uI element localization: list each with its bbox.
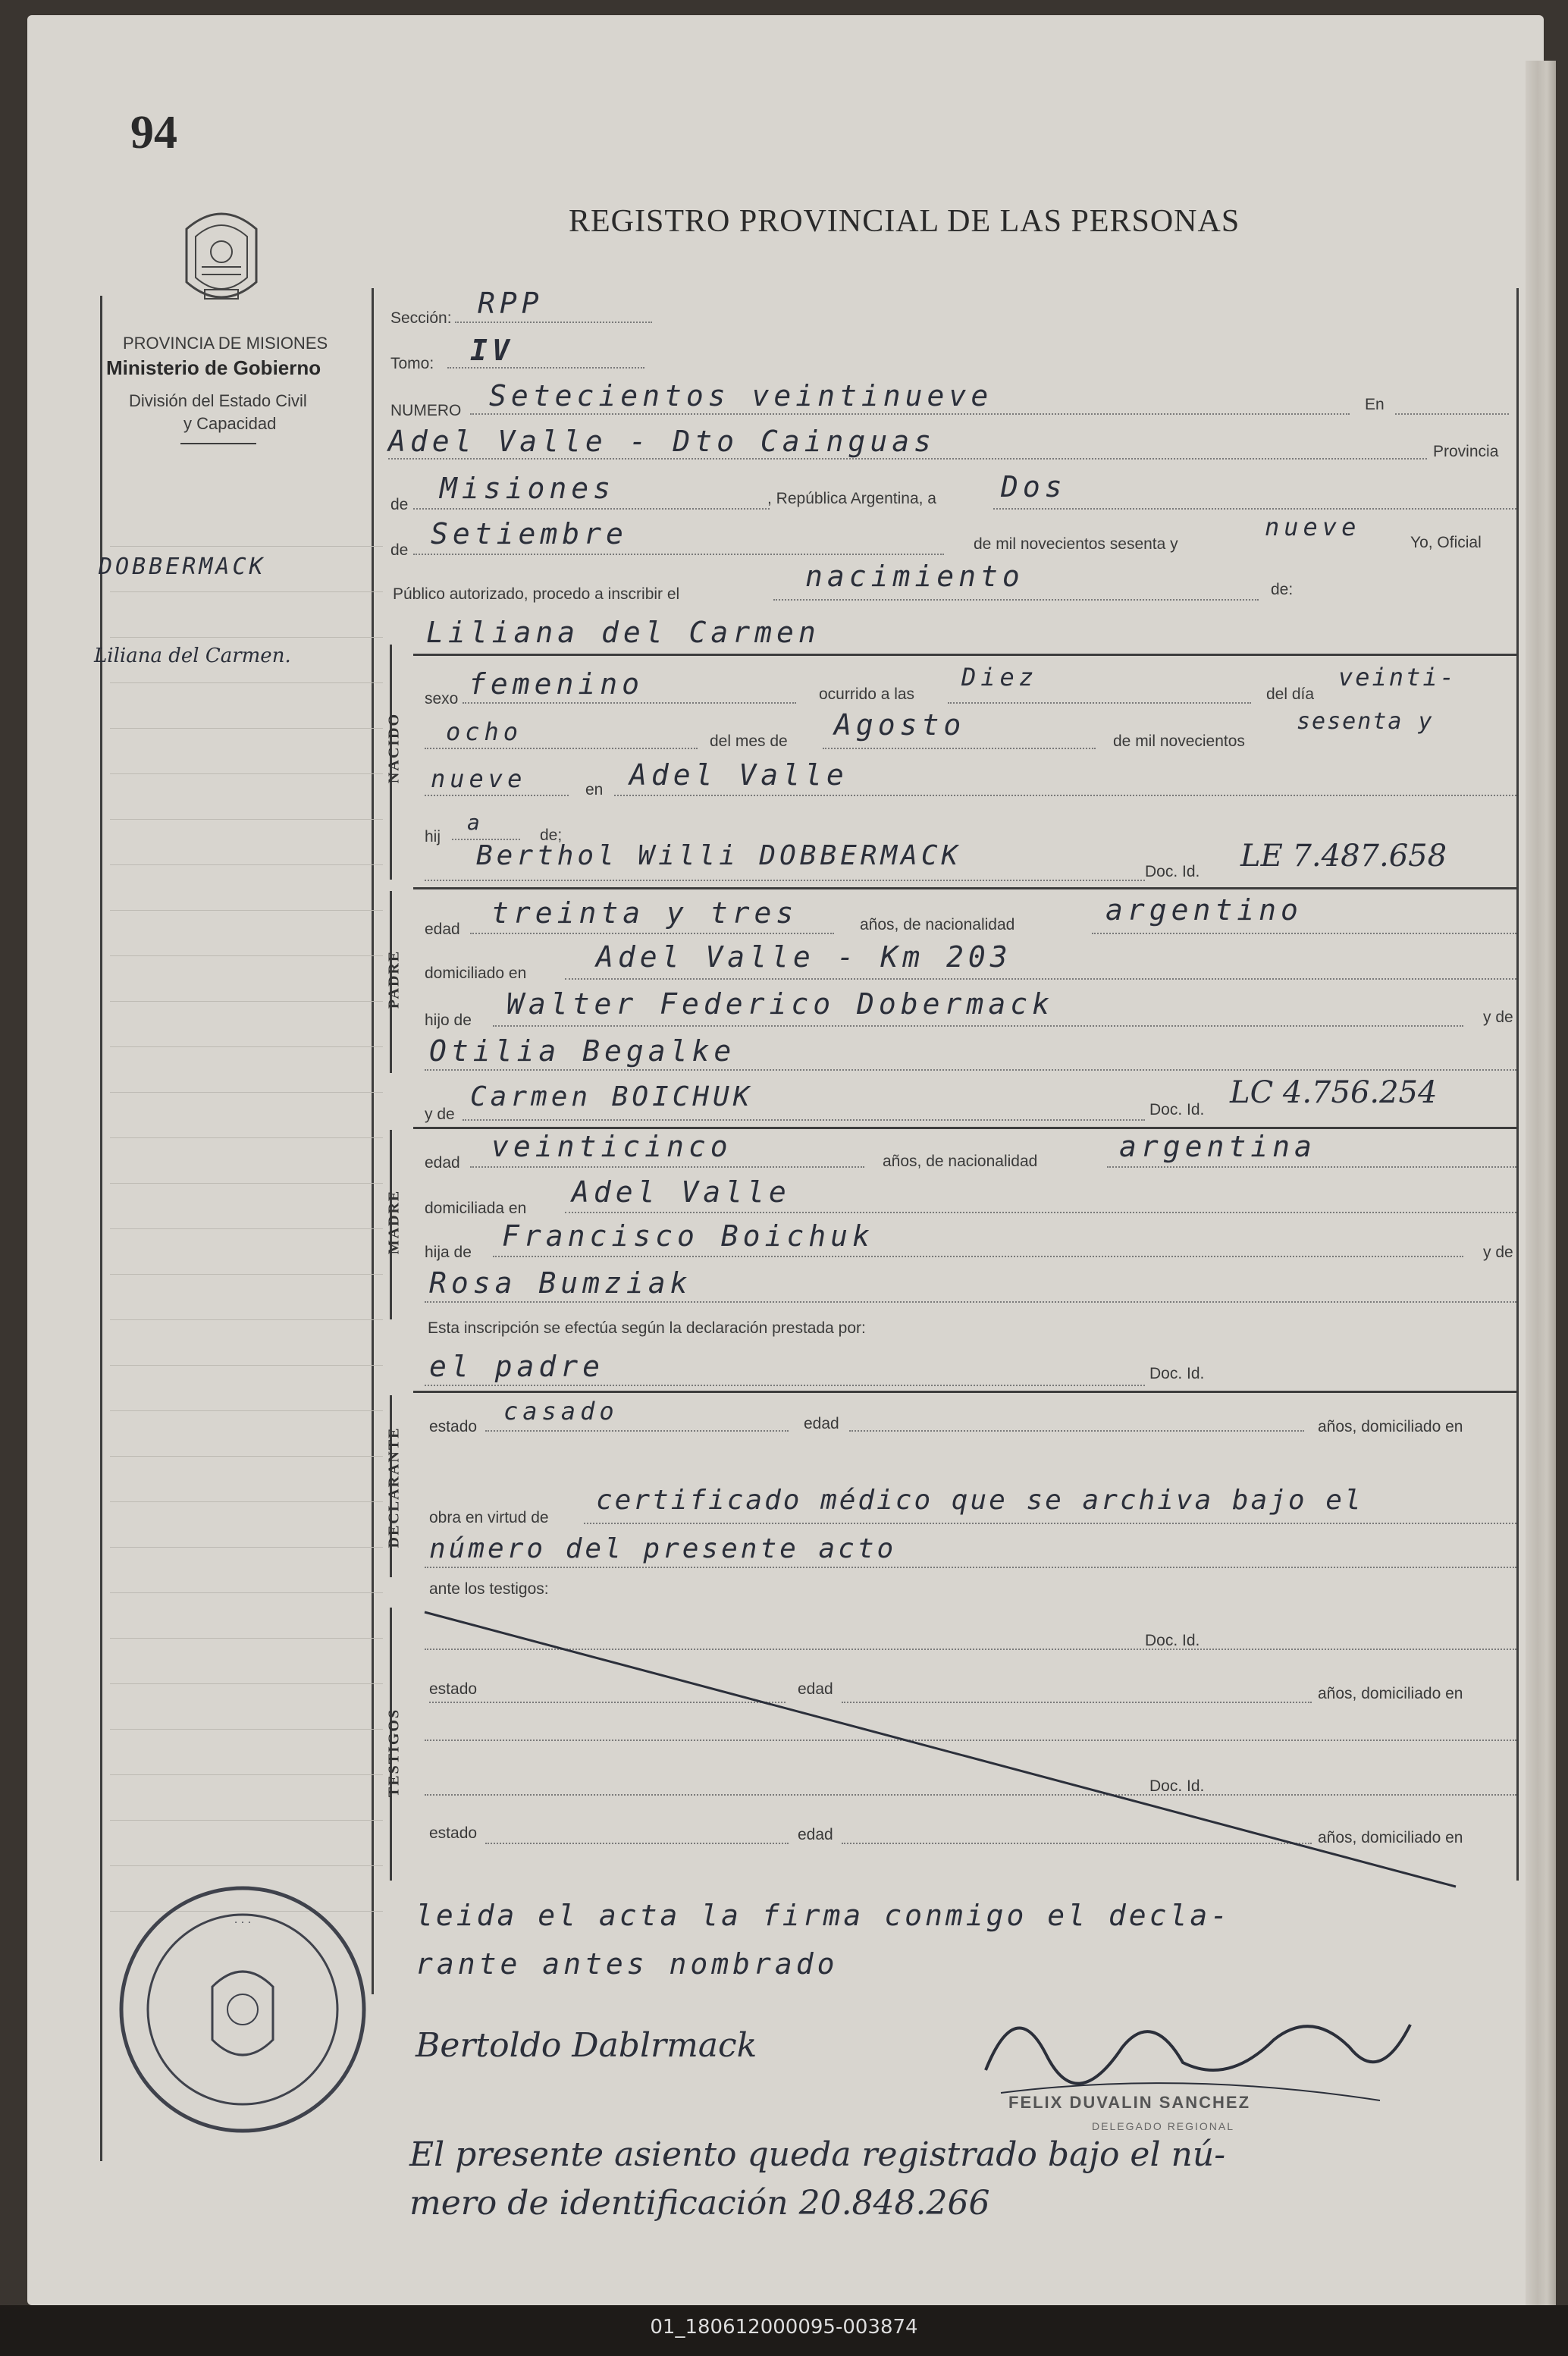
testigos-label: TESTIGOS <box>385 1708 403 1798</box>
testigo2-doc-label: Doc. Id. <box>1149 1777 1205 1795</box>
testigo1-doc-label: Doc. Id. <box>1145 1632 1200 1649</box>
en-label: En <box>1365 396 1385 413</box>
numero-label: NUMERO <box>390 402 462 419</box>
hij-label: hij <box>425 828 441 845</box>
obra-value-1: certificado médico que se archiva bajo el <box>596 1485 1363 1516</box>
madre-edad-label: edad <box>425 1154 460 1172</box>
en-dots <box>1395 413 1509 415</box>
left-column-divider <box>372 288 374 1994</box>
anio-nac-value-1: sesenta y <box>1297 708 1434 735</box>
seccion-label: Sección: <box>390 309 452 327</box>
testigo2-anios-label: años, domiciliado en <box>1318 1829 1463 1846</box>
de-label-1: de <box>390 496 409 513</box>
provincia-dots <box>413 508 770 510</box>
sexo-dots <box>463 702 796 704</box>
del-dia-label: del día <box>1266 685 1315 703</box>
madre-hija-dots <box>493 1256 1463 1257</box>
padre-doc-label: Doc. Id. <box>1145 863 1200 880</box>
padre-nac-dots <box>1092 933 1516 934</box>
madre-edad-value: veinticinco <box>491 1130 732 1163</box>
madre-hija-value: Francisco Boichuk <box>502 1219 874 1253</box>
footer-bar <box>0 2305 1568 2356</box>
decl-estado-value: casado <box>503 1397 619 1426</box>
seccion-dots <box>455 322 652 323</box>
obra-dots-1 <box>584 1523 1516 1524</box>
sexo-label: sexo <box>425 690 459 707</box>
obra-value-2: número del presente acto <box>429 1533 897 1564</box>
madre-madre-value: Rosa Bumziak <box>429 1266 692 1300</box>
provincia-value: Misiones <box>440 472 616 505</box>
padre-nombre-dots <box>425 880 1145 881</box>
official-name-stamp: FELIX DUVALIN SANCHEZ <box>1008 2093 1251 2112</box>
seccion-value: RPP <box>478 287 544 320</box>
dia-dots <box>993 508 1516 510</box>
decl-edad-dots <box>849 1430 1304 1432</box>
page-number: 94 <box>130 107 177 158</box>
final-note-2: mero de identificación 20.848.266 <box>409 2184 990 2223</box>
republica-label: , República Argentina, a <box>767 490 936 507</box>
madre-nac-value: argentina <box>1119 1130 1316 1163</box>
inscripcion-label: Esta inscripción se efectúa según la declaración prestada por: <box>428 1319 866 1337</box>
de-colon-label: de: <box>1271 581 1294 598</box>
yo-oficial-label: Yo, Oficial <box>1410 534 1482 551</box>
provincia-label: Provincia <box>1433 443 1499 460</box>
mes-dots <box>413 554 944 555</box>
lugar-value: Adel Valle - Dto Cainguas <box>388 425 936 458</box>
leida-line-2: rante antes nombrado <box>416 1947 839 1981</box>
ocurrido-label: ocurrido a las <box>819 685 915 703</box>
padre-hijo-label: hijo de <box>425 1012 472 1029</box>
official-role-stamp: DELEGADO REGIONAL <box>1092 2120 1235 2132</box>
anio-value: nueve <box>1265 513 1361 541</box>
padre-dom-label: domiciliado en <box>425 965 527 982</box>
right-border <box>1516 288 1519 1881</box>
lugar-nac-value: Adel Valle <box>629 758 848 792</box>
madre-hija-label: hija de <box>425 1244 472 1261</box>
svg-text:· · ·: · · · <box>234 1917 252 1929</box>
declarante-label: DECLARANTE <box>385 1426 403 1548</box>
padre-doc-value: LE 7.487.658 <box>1240 839 1447 874</box>
madre-edad-dots <box>470 1166 864 1168</box>
nombre-line <box>413 654 1516 656</box>
testigo2-edad-label: edad <box>798 1826 833 1843</box>
de-label-3: de; <box>540 827 563 844</box>
padre-edad-label: edad <box>425 921 460 938</box>
margin-surname: DOBBERMACK <box>99 554 266 580</box>
final-note-1: El presente asiento queda registrado bajo el nú- <box>409 2135 1226 2174</box>
declarant-signature: Bertoldo Dablrmack <box>416 2026 757 2065</box>
padre-dom-dots <box>565 978 1516 980</box>
lugar-nac-dots <box>614 795 1516 796</box>
margin-given-names: Liliana del Carmen. <box>94 645 291 667</box>
padre-nombre-value: Berthol Willi DOBBERMACK <box>476 840 962 871</box>
madre-dom-dots <box>565 1212 1516 1213</box>
madre-y-de-label-2: y de <box>1483 1244 1513 1261</box>
hij-suffix: a <box>467 810 485 835</box>
decl-anios-label: años, domiciliado en <box>1318 1418 1463 1435</box>
madre-top-line <box>413 1127 1516 1129</box>
numero-dots <box>470 413 1350 415</box>
testigos-intro-label: ante los testigos: <box>429 1580 549 1598</box>
numero-value: Setecientos veintinueve <box>489 379 993 413</box>
obra-label: obra en virtud de <box>429 1509 549 1526</box>
padre-y-de-label: y de <box>1483 1009 1513 1026</box>
obra-dots-2 <box>425 1567 1516 1568</box>
tomo-label: Tomo: <box>390 355 434 372</box>
tomo-value: IV <box>470 334 514 367</box>
dia-nac-value-1: veinti- <box>1338 663 1457 692</box>
mes-value: Setiembre <box>431 517 628 551</box>
dia-nac-dots <box>425 748 698 749</box>
page-edge <box>1526 61 1556 2305</box>
ministry-heading: Ministerio de Gobierno <box>106 356 321 379</box>
anio-nac-dots <box>425 795 569 796</box>
madre-dom-value: Adel Valle <box>572 1175 791 1209</box>
declarante-doc-label: Doc. Id. <box>1149 1365 1205 1382</box>
footer-id: 01_180612000095-003874 <box>650 2316 918 2339</box>
testigo1-estado-label: estado <box>429 1680 478 1698</box>
testigos-strike-line <box>417 1608 1516 1896</box>
de-label-2: de <box>390 541 409 559</box>
madre-nombre-dots <box>463 1119 1145 1121</box>
province-heading: PROVINCIA DE MISIONES <box>123 334 328 353</box>
tomo-dots <box>447 367 644 369</box>
lugar-dots <box>388 458 1427 460</box>
madre-doc-value: LC 4.756.254 <box>1230 1075 1438 1110</box>
dia-nac-value-2: ocho <box>446 717 523 746</box>
del-mes-label: del mes de <box>710 733 788 750</box>
padre-nac-label: años, de nacionalidad <box>860 916 1015 933</box>
acto-value: nacimiento <box>805 560 1024 593</box>
padre-edad-value: treinta y tres <box>491 896 798 930</box>
padre-madre-value: Otilia Begalke <box>429 1034 736 1068</box>
padre-dom-value: Adel Valle - Km 203 <box>596 940 1012 974</box>
declarante-dots <box>425 1385 1145 1386</box>
de-mil-label-2: de mil novecientos <box>1113 733 1245 750</box>
provincial-coat-of-arms-icon <box>179 199 264 312</box>
testigo2-estado-label: estado <box>429 1824 478 1842</box>
nacido-label: NACIDO <box>385 712 403 784</box>
padre-edad-dots <box>470 933 834 934</box>
page-title: REGISTRO PROVINCIAL DE LAS PERSONAS <box>569 204 1240 239</box>
dia-value: Dos <box>1001 470 1067 504</box>
madre-madre-dots <box>425 1301 1516 1303</box>
madre-nac-label: años, de nacionalidad <box>883 1153 1038 1170</box>
padre-nac-value: argentino <box>1105 893 1303 927</box>
mes-nac-dots <box>823 748 1096 749</box>
decl-estado-label: estado <box>429 1418 478 1435</box>
padre-top-line <box>413 887 1516 889</box>
decl-edad-label: edad <box>804 1415 839 1432</box>
padre-label: PADRE <box>385 949 403 1009</box>
hora-value: Diez <box>961 663 1039 692</box>
testigo1-anios-label: años, domiciliado en <box>1318 1685 1463 1702</box>
leida-line-1: leida el acta la firma conmigo el decla- <box>416 1899 1231 1932</box>
decl-estado-dots <box>485 1430 789 1432</box>
madre-nombre-value: Carmen BOICHUK <box>470 1081 754 1112</box>
nombre-value: Liliana del Carmen <box>426 616 820 649</box>
madre-label: MADRE <box>385 1189 403 1255</box>
testigo1-edad-label: edad <box>798 1680 833 1698</box>
en-label-2: en <box>585 781 604 798</box>
mes-nac-value: Agosto <box>834 708 966 742</box>
padre-madre-dots <box>425 1069 1516 1071</box>
hora-dots <box>948 702 1251 704</box>
declarante-value: el padre <box>429 1350 605 1383</box>
madre-dom-label: domiciliada en <box>425 1200 527 1217</box>
padre-hijo-value: Walter Federico Dobermack <box>506 987 1054 1021</box>
madre-y-de-label: y de <box>425 1106 455 1123</box>
madre-doc-label: Doc. Id. <box>1149 1101 1205 1118</box>
left-header-underline <box>180 443 256 444</box>
registry-seal-icon <box>114 1881 372 2138</box>
acto-dots <box>773 599 1259 601</box>
declarante-top-line <box>413 1391 1516 1393</box>
anio-nac-value-2: nueve <box>431 764 527 793</box>
division-heading-1: División del Estado Civil <box>129 391 307 410</box>
padre-hijo-dots <box>493 1025 1463 1027</box>
division-heading-2: y Capacidad <box>183 414 277 433</box>
de-mil-label-1: de mil novecientos sesenta y <box>974 535 1178 553</box>
sexo-value: femenino <box>469 667 644 701</box>
madre-nac-dots <box>1107 1166 1516 1168</box>
publico-label: Público autorizado, procedo a inscribir el <box>393 585 680 603</box>
